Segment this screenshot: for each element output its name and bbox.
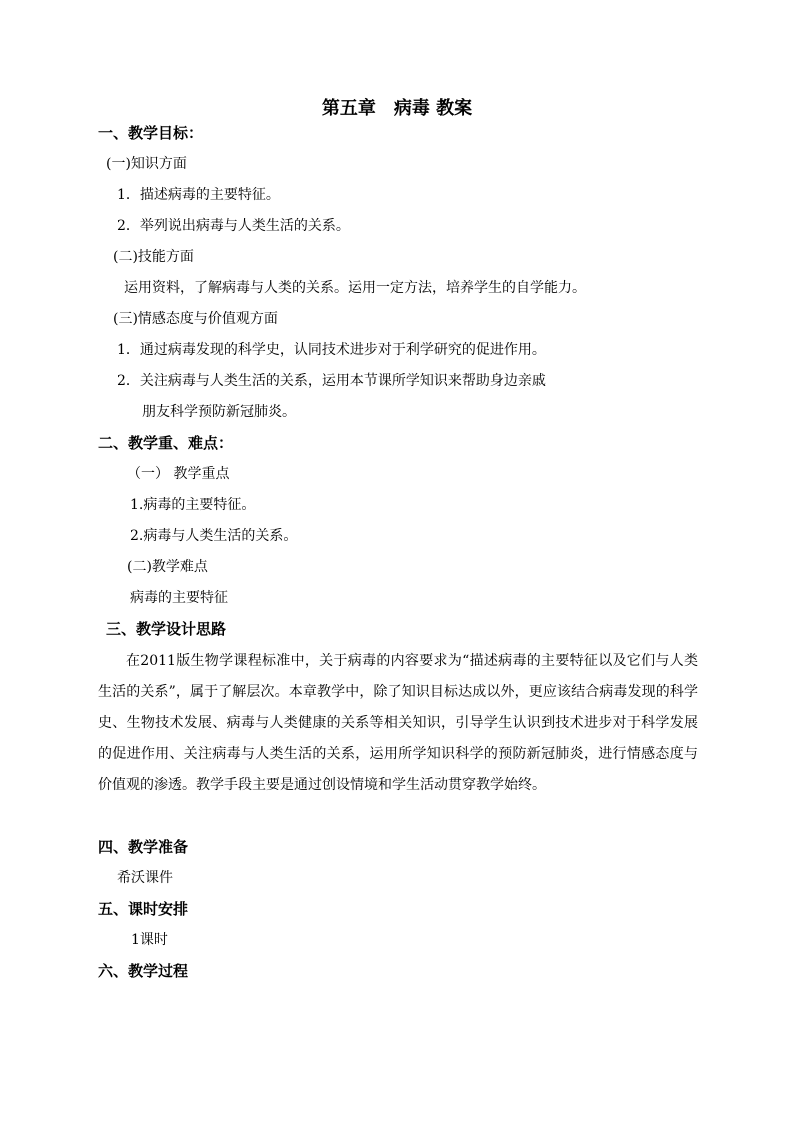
key-point-item-1: 1.病毒的主要特征。 xyxy=(130,497,256,513)
knowledge-item-2: 2．举列说出病毒与人类生活的关系。 xyxy=(117,218,350,234)
key-point-item-2: 2.病毒与人类生活的关系。 xyxy=(130,528,298,544)
skills-text: 运用资料，了解病毒与人类的关系。运用一定方法，培养学生的自学能力。 xyxy=(124,280,586,296)
difficulty-text: 病毒的主要特征 xyxy=(130,590,228,606)
section-heading-preparation: 四、教学准备 xyxy=(98,838,189,856)
subheading-difficulties: (二)教学难点 xyxy=(127,559,208,575)
section-heading-process: 六、教学过程 xyxy=(98,962,189,980)
schedule-text: 1课时 xyxy=(131,932,168,948)
values-item-2: 2．关注病毒与人类生活的关系，运用本节课所学知识来帮助身边亲戚 xyxy=(117,373,546,389)
page-title: 第五章 病毒 教案 xyxy=(321,98,473,119)
section-heading-schedule: 五、课时安排 xyxy=(98,900,189,918)
subheading-knowledge: (一)知识方面 xyxy=(106,156,187,172)
design-paragraph: 在2011版生物学课程标准中，关于病毒的内容要求为“描述病毒的主要特征以及它们与人类生活的关系”，属于了解层次。本章教学中，除了知识目标达成以外，更应该结合病毒发现的科学史、生物技术发展、病毒与人类健康的关系等相关知识，引导学生认识到技术进步对于科学发展的促进作用、关注病毒与人类生活的关系，运用所学知识科学的预防新冠肺炎，进行情感态度与价值观的渗透。教学手段主要是通过创设情境和学生活动贯穿教学始终。 xyxy=(98,653,698,793)
subheading-key-points: （一） 教学重点 xyxy=(127,466,230,482)
subheading-skills: (二)技能方面 xyxy=(113,249,194,265)
values-item-2-continued: 朋友科学预防新冠肺炎。 xyxy=(142,404,296,420)
section-heading-design: 三、教学设计思路 xyxy=(106,620,227,638)
preparation-text: 希沃课件 xyxy=(117,870,173,886)
knowledge-item-1: 1．描述病毒的主要特征。 xyxy=(117,187,280,203)
subheading-values: (三)情感态度与价值观方面 xyxy=(113,311,278,327)
values-item-1: 1．通过病毒发现的科学史，认同技术进步对于利学研究的促进作用。 xyxy=(117,342,546,358)
section-heading-objectives: 一、教学目标： xyxy=(98,124,204,142)
section-heading-key-points: 二、教学重、难点： xyxy=(98,434,234,452)
